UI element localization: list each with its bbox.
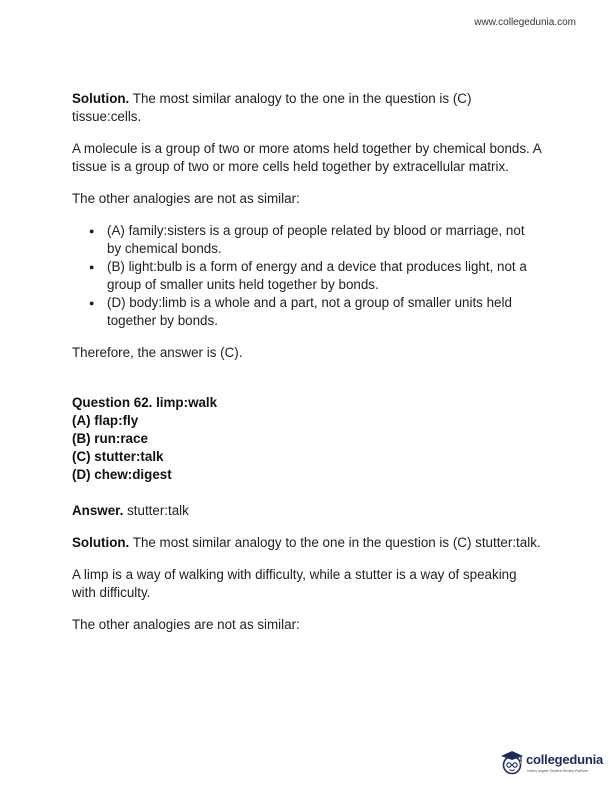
bullet-item-d: ● (D) body:limb is a whole and a part, not a group of smaller units held together by bonds. [107,294,542,330]
solution-text: The most similar analogy to the one in the question is (C) tissue:cells. [72,91,472,124]
option-d: (D) chew:digest [72,467,172,482]
question-block [72,394,542,484]
option-b: (B) run:race [72,431,148,446]
analogy-bullet-list [72,222,542,330]
logo-tagline: India's largest Student Review Platform [527,769,588,773]
logo-wordmark: collegedunia [526,752,604,767]
graduation-cap-mascot-icon [499,748,525,776]
answer-text: stutter:talk [123,503,189,518]
explanation-paragraph-2: A limp is a way of walking with difficulty, while a stutter is a way of speaking with difficulty. [72,567,517,600]
explanation-paragraph: A molecule is a group of two or more atoms held together by chemical bonds. A tissue is a group of two or more cells held together by extracellular matrix. [72,141,541,174]
site-url[interactable]: www.collegedunia.com [474,17,576,28]
solution-text-2: The most similar analogy to the one in the question is (C) stutter:talk. [129,535,541,550]
conclusion-paragraph: Therefore, the answer is (C). [72,345,243,360]
option-c: (C) stutter:talk [72,449,164,464]
other-analogies-intro: The other analogies are not as similar: [72,191,300,206]
answer-paragraph [72,502,542,520]
question-title: Question 62. limp:walk [72,395,218,410]
solution-label-2: Solution. [72,535,130,550]
solution-paragraph-2 [72,534,542,552]
collegedunia-logo[interactable] [499,748,604,778]
answer-label: Answer. [72,503,124,518]
bullet-item-b: ● (B) light:bulb is a form of energy and a device that produces light, not a group of smaller units held together by bonds. [107,258,542,294]
solution-label: Solution. [72,91,130,106]
solution-paragraph-1 [72,90,542,126]
page-content [72,90,542,648]
bullet-item-a: ● (A) family:sisters is a group of people related by blood or marriage, not by chemical bonds. [107,222,542,258]
other-analogies-intro-2: The other analogies are not as similar: [72,617,300,632]
option-a: (A) flap:fly [72,413,139,428]
